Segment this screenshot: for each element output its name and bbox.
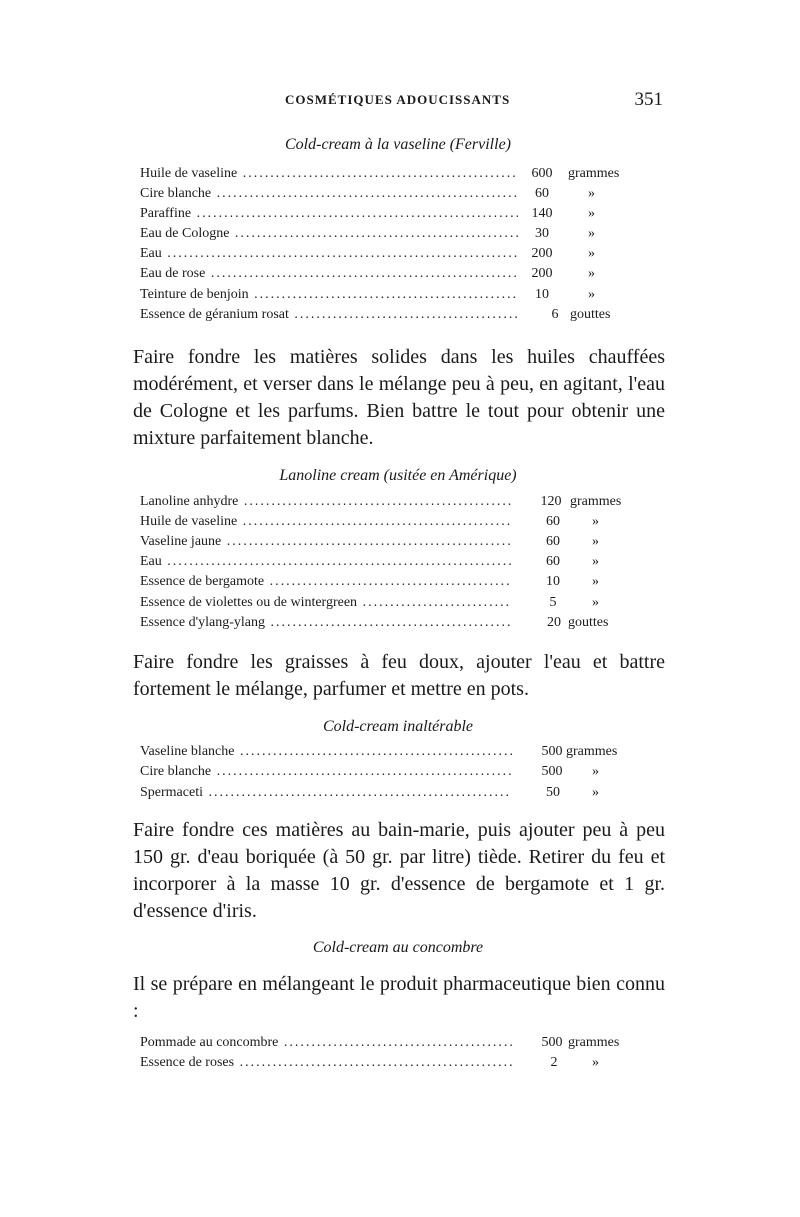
ingredient-unit: » bbox=[592, 1055, 599, 1070]
recipe-title: Cold-cream à la vaseline (Ferville) bbox=[285, 136, 511, 153]
ingredient-quantity: 10 bbox=[546, 574, 560, 589]
ingredient-quantity: 60 bbox=[546, 514, 560, 529]
ingredient-quantity: 50 bbox=[546, 785, 560, 800]
ingredient-name: Vaseline blanche ..... bbox=[140, 744, 512, 760]
ingredient-unit: grammes bbox=[568, 166, 620, 181]
ingredient-name: Essence de bergamote ..... bbox=[140, 574, 512, 590]
ingredient-row bbox=[140, 287, 620, 307]
ingredient-name: Cire blanche ..... bbox=[140, 186, 518, 202]
ingredient-unit: » bbox=[592, 514, 599, 529]
ingredient-quantity: 500 bbox=[541, 744, 563, 759]
recipe-title: Cold-cream au concombre bbox=[312, 939, 484, 956]
instruction-paragraph: Faire fondre ces matières au bain-marie, puis ajouter peu à peu 150 gr. d'eau boriquée (à 50 gr. par litre) tiède. Retirer du feu et incorporer à la masse 10 gr. d'essence de bergamote et 1 gr. d'essence d'iris. bbox=[133, 819, 665, 922]
ingredient-unit: grammes bbox=[570, 494, 622, 509]
ingredient-name: Spermaceti ..... bbox=[140, 785, 512, 801]
page-number: 351 bbox=[634, 89, 663, 110]
ingredient-name: Essence de géranium rosat ..... bbox=[140, 307, 518, 323]
ingredient-unit: » bbox=[592, 554, 599, 569]
ingredient-quantity: 30 bbox=[535, 226, 549, 241]
ingredient-unit: » bbox=[592, 574, 599, 589]
ingredient-name: Huile de vaseline ..... bbox=[140, 514, 512, 530]
ingredient-row bbox=[140, 615, 640, 635]
ingredient-name: Essence de violettes ou de wintergreen ..... bbox=[140, 595, 512, 611]
ingredient-unit: » bbox=[592, 785, 599, 800]
ingredient-quantity: 10 bbox=[535, 287, 549, 302]
ingredient-row bbox=[140, 1055, 640, 1075]
ingredient-unit: » bbox=[592, 764, 599, 779]
ingredient-name: Vaseline jaune ..... bbox=[140, 534, 512, 550]
instruction-paragraph: Il se prépare en mélangeant le produit pharmaceutique bien connu : bbox=[133, 973, 665, 1022]
ingredient-quantity: 200 bbox=[531, 246, 553, 261]
ingredient-row bbox=[140, 574, 640, 594]
ingredient-row bbox=[140, 554, 640, 574]
ingredient-name: Eau de rose ..... bbox=[140, 266, 518, 282]
ingredient-name: Cire blanche ..... bbox=[140, 764, 512, 780]
ingredient-row bbox=[140, 514, 640, 534]
ingredient-quantity: 20 bbox=[547, 615, 561, 630]
ingredient-quantity: 2 bbox=[550, 1055, 558, 1070]
ingredient-name: Eau ..... bbox=[140, 246, 518, 262]
ingredient-quantity: 60 bbox=[535, 186, 549, 201]
running-header bbox=[133, 89, 663, 114]
ingredient-unit: gouttes bbox=[568, 615, 609, 630]
ingredient-unit: » bbox=[588, 246, 595, 261]
ingredient-row bbox=[140, 534, 640, 554]
ingredient-row bbox=[140, 166, 620, 186]
recipe-title: Lanoline cream (usitée en Amérique) bbox=[279, 467, 517, 484]
instruction-paragraph: Faire fondre les graisses à feu doux, ajouter l'eau et battre fortement le mélange, parfumer et mettre en pots. bbox=[133, 651, 665, 700]
ingredient-row bbox=[140, 1035, 640, 1055]
ingredient-row bbox=[140, 744, 640, 764]
ingredient-name: Eau de Cologne ..... bbox=[140, 226, 518, 242]
ingredient-quantity: 60 bbox=[546, 534, 560, 549]
recipe-title: Cold-cream inaltérable bbox=[322, 718, 474, 735]
ingredient-quantity: 6 bbox=[551, 307, 559, 322]
ingredient-name: Pommade au concombre ..... bbox=[140, 1035, 512, 1051]
ingredient-quantity: 5 bbox=[549, 595, 557, 610]
ingredient-name: Paraffine ..... bbox=[140, 206, 518, 222]
ingredient-name: Huile de vaseline ..... bbox=[140, 166, 518, 182]
ingredient-row bbox=[140, 246, 620, 266]
ingredient-row bbox=[140, 186, 620, 206]
ingredient-name: Eau ..... bbox=[140, 554, 512, 570]
ingredient-row bbox=[140, 226, 620, 246]
ingredient-unit: » bbox=[588, 186, 595, 201]
ingredient-unit: grammes bbox=[568, 1035, 620, 1050]
ingredient-quantity: 60 bbox=[546, 554, 560, 569]
ingredient-name: Essence d'ylang-ylang ..... bbox=[140, 615, 512, 631]
ingredient-unit: » bbox=[592, 595, 599, 610]
ingredient-unit: » bbox=[588, 266, 595, 281]
ingredient-row bbox=[140, 785, 640, 805]
instruction-paragraph: Faire fondre les matières solides dans les huiles chauffées modérément, et verser dans le mélange peu à peu, en agitant, l'eau de Cologne et les parfums. Bien battre le tout pour obtenir une mixture parfaitement blanche. bbox=[133, 346, 665, 449]
ingredient-unit: » bbox=[588, 287, 595, 302]
ingredient-quantity: 140 bbox=[531, 206, 553, 221]
ingredient-unit: gouttes bbox=[570, 307, 611, 322]
ingredient-unit: » bbox=[592, 534, 599, 549]
ingredient-row bbox=[140, 764, 640, 784]
ingredient-quantity: 500 bbox=[541, 764, 563, 779]
ingredient-quantity: 600 bbox=[531, 166, 553, 181]
ingredient-unit: » bbox=[588, 226, 595, 241]
ingredient-unit: grammes bbox=[566, 744, 618, 759]
ingredient-quantity: 120 bbox=[540, 494, 562, 509]
running-title: COSMÉTIQUES ADOUCISSANTS bbox=[285, 92, 511, 107]
ingredient-row bbox=[140, 266, 620, 286]
ingredient-name: Essence de roses ..... bbox=[140, 1055, 512, 1071]
ingredient-name: Lanoline anhydre ..... bbox=[140, 494, 512, 510]
ingredient-row bbox=[140, 494, 640, 514]
ingredient-unit: » bbox=[588, 206, 595, 221]
ingredient-row bbox=[140, 307, 620, 327]
ingredient-row bbox=[140, 206, 620, 226]
ingredient-quantity: 200 bbox=[531, 266, 553, 281]
ingredient-name: Teinture de benjoin ..... bbox=[140, 287, 518, 303]
ingredient-quantity: 500 bbox=[541, 1035, 563, 1050]
ingredient-row bbox=[140, 595, 640, 615]
